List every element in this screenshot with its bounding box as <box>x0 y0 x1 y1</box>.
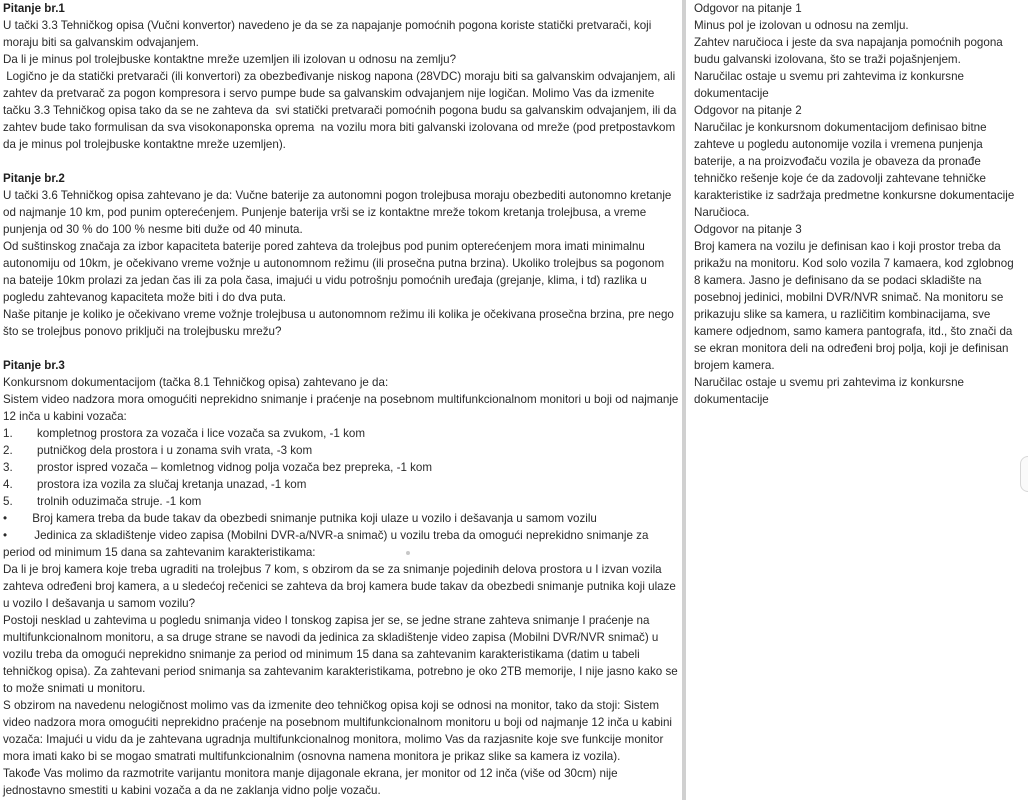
question-3 <box>3 357 679 799</box>
answer-heading: Odgovor na pitanje 1 <box>694 2 802 15</box>
answer-text: Minus pol je izolovan u odnosu na zemlju. <box>694 19 909 32</box>
question-intro: Konkursnom dokumentacijom (tačka 8.1 Tehničkog opisa) zahtevano je da: <box>3 376 389 389</box>
answer-text: Zahtev naručioca i jeste da sva napajanja pomoćnih pogona budu galvanski izolovana, što se traži pojašnjenjem. <box>694 36 1003 66</box>
scroll-handle[interactable] <box>1020 456 1028 492</box>
item-text: Broj kamera treba da bude takav da obezbedi snimanje putnika koji ulaze u vozilo i dešavanja u samom vozilu <box>32 512 597 525</box>
bullet-icon: • <box>3 512 8 525</box>
answer-text: Naručilac je konkursnom dokumentacijom definisao bitne zahteve u pogledu autonomije vozila i vremena punjenja baterije, a na proizvođaču vozila je obaveza da pronađe tehničko rešenje koje će da zadovolji zahtevane tehničke karakteristike iz sadržaja predmetne konkursne dokumentacije Naručioca. <box>694 121 1015 219</box>
scroll-indicator-dot <box>406 551 410 555</box>
answer-heading: Odgovor na pitanje 3 <box>694 223 802 236</box>
question-paragraph: U tački 3.6 Tehničkog opisa zahtevano je da: Vučne baterije za autonomni pogon trolejbusa moraju obezbediti autonomno kretanje od najmanje 10 km, pod punim opterećenjem. Punjenje baterija vrši se iz kontaktne mreže tokom kretanja trolejbusa, a vreme punjenja od 30 % do 100 % nesme biti duže od 40 minuta. <box>3 189 672 236</box>
item-text: putničkog dela prostora i u zonama svih vrata, -3 kom <box>37 444 313 457</box>
item-text: trolnih oduzimača struje. -1 kom <box>37 495 202 508</box>
question-2 <box>3 170 679 340</box>
question-paragraph: Logično je da statički pretvarači (ili konvertori) za obezbeđivanje niskog napona (28VDC) moraju biti sa galvanskim odvajanjem, ali zahtev da pretvarač za pogon kompresora i servo pumpe bude sa galvanskim odvajanjem nije logičan. Molimo Vas da izmenite tačku 3.3 Tehničkog opisa tako da se ne zahteva da svi statički pretvarači pomoćnih pogona budu sa galvanskim odvajanjem, ili da zahtev bude tako formulisan da sva visokonaponska oprema na vozilu mora biti galvanski izolovana od mreže (pod pretpostavkom da je minus pol trolejbuske kontaktne mreže uzemljen). <box>3 70 680 151</box>
column-divider <box>682 0 686 800</box>
bullet-icon: • <box>3 529 8 542</box>
item-number: 1. <box>3 427 13 440</box>
spacer <box>3 340 679 357</box>
numbered-item <box>3 476 679 493</box>
item-number: 2. <box>3 444 13 457</box>
answer-text: Naručilac ostaje u svemu pri zahtevima iz konkursne dokumentacije <box>694 376 964 406</box>
item-number: 3. <box>3 461 13 474</box>
numbered-item <box>3 493 679 510</box>
question-title: Pitanje br.3 <box>3 359 65 372</box>
questions-column <box>3 0 679 799</box>
question-intro: Sistem video nadzora mora omogućiti neprekidno snimanje i praćenje na posebnom multifunkcionalnom monitori u boji od najmanje 12 inča u kabini vozača: <box>3 393 679 423</box>
question-paragraph: Takođe Vas molimo da razmotrite varijantu monitora manje dijagonale ekrana, jer monitor od 12 inča (više od 30cm) nije jednostavno smestiti u kabini vozača a da ne zaklanja vidno polje vozaču. <box>3 767 618 797</box>
answers-column <box>694 0 1018 408</box>
question-paragraph: U tački 3.3 Tehničkog opisa (Vučni konvertor) navedeno je da se za napajanje pomoćnih pogona koriste statički pretvarači, koji moraju biti sa galvanskim odvajanjem. <box>3 19 652 49</box>
question-paragraph: Da li je broj kamera koje treba ugraditi na trolejbus 7 kom, s obzirom da se za snimanje pojedinih delova prostora u I izvan vozila zahteva određeni broj kamera, a u sledećoj rečenici se zahteva da broj kamera bude takav da obezbedi snimanje putnika koji ulaze u vozilo I dešavanja u samom vozilu? <box>3 563 676 610</box>
item-number: 4. <box>3 478 13 491</box>
item-text: prostora iza vozila za slučaj kretanja unazad, -1 kom <box>37 478 307 491</box>
question-paragraph: S obzirom na navedenu nelogičnost molimo vas da izmenite deo tehničkog opisa koji se odnosi na monitor, tako da stoji: Sistem video nadzora mora omogućiti neprekidno praćenje na posebnom multifunkcionalnom monitoru u boji od najmanje 12 inča u kabini vozača: Imajući u vidu da je zahtevana ugradnja multifunkcionalnog monitora, molimo Vas da razjasnite koje sve funkcije monitor mora imati kako bi se mogao smatrati multifunkcionalnim (osnovna namena monitora je prikaz slike sa kamera iz vozila). <box>3 699 672 763</box>
question-1 <box>3 0 679 153</box>
question-paragraph: Da li je minus pol trolejbuske kontaktne mreže uzemljen ili izolovan u odnosu na zemlju? <box>3 53 457 66</box>
item-text: Jedinica za skladištenje video zapisa (Mobilni DVR-a/NVR-a snimač) u vozilu treba da omogući neprekidno snimanje za period od minimum 15 dana sa zahtevanim karakteristikama: <box>3 529 649 559</box>
question-paragraph: Naše pitanje je koliko je očekivano vreme vožnje trolejbusa u autonomnom režimu ili kolika je očekivana prosečna brzina, pre nego što se trolejbus ponovo priključi na trolejbusku mrežu? <box>3 308 674 338</box>
answer-text: Naručilac ostaje u svemu pri zahtevima iz konkursne dokumentacije <box>694 70 964 100</box>
bullet-item <box>3 510 679 527</box>
question-title: Pitanje br.1 <box>3 2 65 15</box>
numbered-item <box>3 425 679 442</box>
answer-text: Broj kamera na vozilu je definisan kao i koji prostor treba da prikažu na monitoru. Kod solo vozila 7 kamaera, kod zglobnog 8 kamera. Jasno je definisano da se podaci skladište na posebnoj jedinici, mobilni DVR/NVR snimač. Na monitoru se prikazuju slike sa kamera, u različitim kombinacijama, sve kamere odjednom, samo kamera pantografa, itd., što znači da se ekran monitora deli na određeni broj polja, koji je definisan brojem kamera. <box>694 240 1014 372</box>
item-text: kompletnog prostora za vozača i lice vozača sa zvukom, -1 kom <box>37 427 365 440</box>
question-paragraph: Od suštinskog značaja za izbor kapaciteta baterije pored zahteva da trolejbus pod punim opterećenjem mora imati minimalnu autonomiju od 10km, je očekivano vreme vožnje u autonomnom režimu (ili prosečna putna brzina). Ukoliko trolejbus sa pogonom na bateije 10km prolazi za jedan čas ili za pola časa, imajući u vidu potrošnju pomoćnih uređaja (grejanje, klima, i td) razlika u pogledu zahtevanog kapaciteta može biti i do dva puta. <box>3 240 665 304</box>
question-paragraph: Postoji nesklad u zahtevima u pogledu snimanja video I tonskog zapisa jer se, se jedne strane zahteva snimanje I praćenje na multifunkcionalnom monitoru, a sa druge strane se navodi da jedinica za skladištenje video zapisa (Mobilni DVR/NVR snimač) u vozilu treba da omogući neprekidno snimanje za period od minimum 15 dana sa zahtevanim karakteristikama (datim u tabeli tehničkog opisa). Za zahtevani period snimanja sa zahtevanim karakteristikama, potrebno je oko 2TB memorije, I nije jasno kako se to može snimati u monitoru. <box>3 614 678 695</box>
bullet-item <box>3 527 679 561</box>
numbered-item <box>3 459 679 476</box>
item-number: 5. <box>3 495 13 508</box>
numbered-item <box>3 442 679 459</box>
item-text: prostor ispred vozača – komletnog vidnog polja vozača bez prepreka, -1 kom <box>37 461 433 474</box>
answer-heading: Odgovor na pitanje 2 <box>694 104 802 117</box>
spacer <box>3 153 679 170</box>
question-title: Pitanje br.2 <box>3 172 65 185</box>
